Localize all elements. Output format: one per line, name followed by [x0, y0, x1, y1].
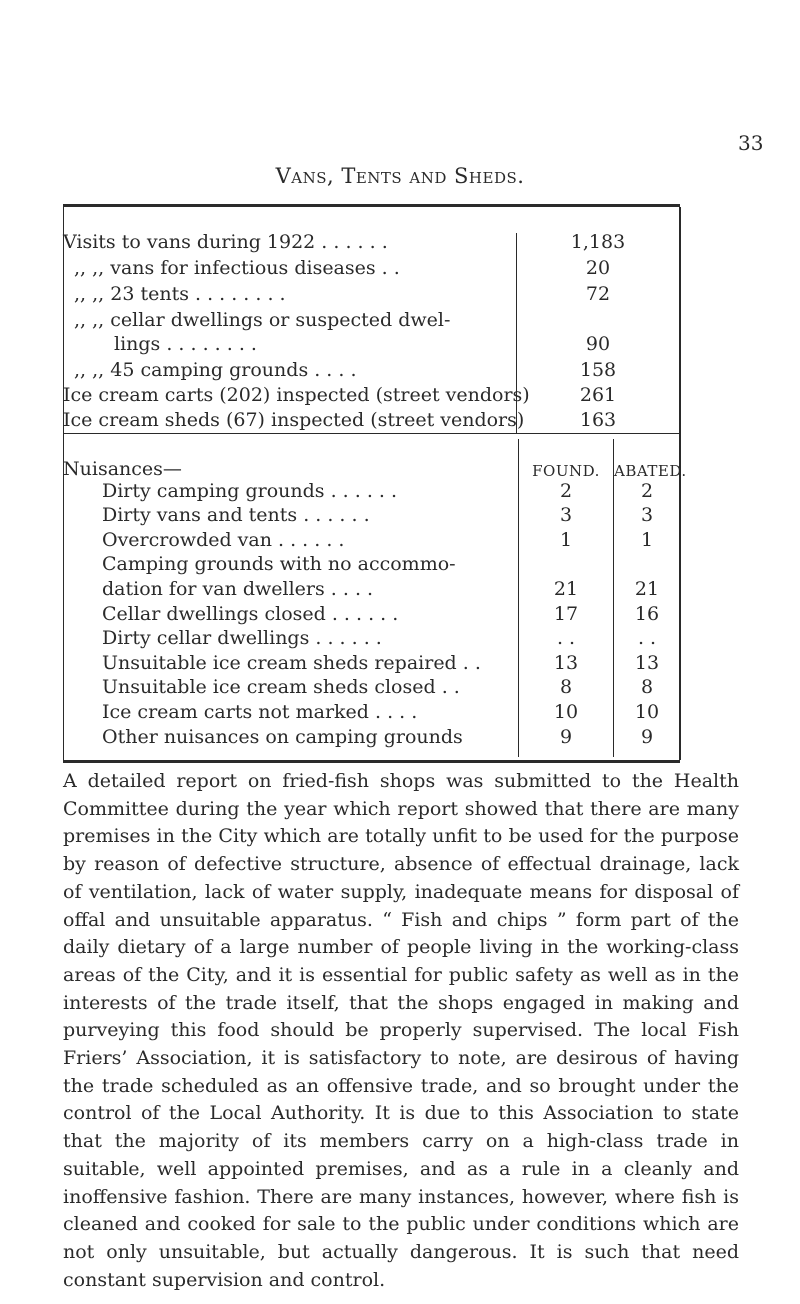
- visits-row-label: Ice cream carts (202) inspected (street vendors): [63, 384, 530, 406]
- nuisance-row-label: Camping grounds with no accommo-: [102, 553, 456, 575]
- nuisance-row-abated: 9: [640, 726, 654, 748]
- visits-row-value: 72: [585, 283, 611, 305]
- nuisances-heading: Nuisances—: [63, 458, 182, 480]
- nuisance-row-abated: 8: [640, 676, 654, 698]
- statistics-table: [63, 204, 687, 763]
- page-title: Vans, Tents and Sheds.: [275, 164, 525, 188]
- nuisance-row-abated: 21: [634, 578, 660, 600]
- visits-row-label: ,, ,, 23 tents . . . . . . . .: [74, 283, 286, 305]
- nuisance-row-abated: 2: [640, 480, 654, 502]
- nuisance-row-abated: 10: [634, 701, 660, 723]
- nuisance-row-label: Unsuitable ice cream sheds repaired . .: [102, 652, 481, 674]
- nuisance-row-label: Overcrowded van . . . . . .: [102, 529, 345, 551]
- nuisance-row-label: Dirty camping grounds . . . . . .: [102, 480, 398, 502]
- nuisance-row-found: 2: [559, 480, 573, 502]
- visits-row-label: lings . . . . . . . .: [114, 333, 257, 355]
- visits-row-label: Ice cream sheds (67) inspected (street vendors): [63, 409, 525, 431]
- nuisance-row-abated: 16: [634, 603, 660, 625]
- nuisance-row-found: . .: [556, 627, 576, 649]
- nuisance-row-label: dation for van dwellers . . . .: [102, 578, 374, 600]
- visits-row-value: 158: [579, 359, 617, 381]
- nuisance-row-label: Other nuisances on camping grounds: [102, 726, 463, 748]
- nuisance-row-abated: 1: [640, 529, 654, 551]
- nuisance-row-found: 1: [559, 529, 573, 551]
- nuisance-row-abated: . .: [637, 627, 657, 649]
- body-paragraph: A detailed report on fried-fish shops was submitted to the Health Committee during the year which report showed that there are many premises in the City which are totally unfit to be used for the purpose by reason of defective structure, absence of effectual drainage, lack of ventilation, lack of water supply, inadequate means for disposal of offal and unsuitable apparatus. “ Fish and chips ” form part of the daily dietary of a large number of people living in the working-class areas of the City, and it is essential for public safety as well as in the interests of the trade itself, that the shops engaged in making and purveying this food should be properly supervised. The local Fish Friers’ Association, it is satisfactory to note, are desirous of having the trade scheduled as an offensive trade, and so brought under the control of the Local Authority. It is due to this Association to state that the majority of its members carry on a high-class trade in suitable, well appointed premises, and as a rule in a cleanly and inoffensive fashion. There are many instances, however, where fish is cleaned and cooked for sale to the public under conditions which are not only unsuitable, but actually dangerous. It is such that need constant supervision and control.: [63, 770, 739, 1291]
- abated-header: ABATED.: [614, 462, 687, 480]
- visits-row-value: 1,183: [570, 231, 626, 253]
- found-header: FOUND.: [532, 462, 600, 480]
- nuisance-row-abated: 3: [640, 504, 654, 526]
- nuisance-row-found: 13: [553, 652, 579, 674]
- nuisance-row-found: 3: [559, 504, 573, 526]
- visits-row-value: 20: [585, 257, 611, 279]
- visits-row-label: Visits to vans during 1922 . . . . . .: [63, 231, 388, 253]
- visits-row-value: 90: [585, 333, 611, 355]
- nuisance-row-label: Dirty vans and tents . . . . . .: [102, 504, 370, 526]
- visits-row-label: ,, ,, cellar dwellings or suspected dwel-: [74, 309, 451, 331]
- nuisance-row-label: Cellar dwellings closed . . . . . .: [102, 603, 399, 625]
- nuisance-row-found: 10: [553, 701, 579, 723]
- visits-row-label: ,, ,, 45 camping grounds . . . .: [74, 359, 357, 381]
- page-number: 33: [738, 131, 764, 155]
- nuisance-row-label: Dirty cellar dwellings . . . . . .: [102, 627, 382, 649]
- nuisance-row-found: 21: [553, 578, 579, 600]
- nuisance-row-abated: 13: [634, 652, 660, 674]
- left-border: [63, 207, 64, 760]
- visits-row-value: 163: [579, 409, 617, 431]
- nuisance-row-found: 17: [553, 603, 579, 625]
- nuisance-row-found: 9: [559, 726, 573, 748]
- nuisance-row-label: Unsuitable ice cream sheds closed . .: [102, 676, 460, 698]
- section-divider: [63, 433, 680, 434]
- nuisance-row-label: Ice cream carts not marked . . . .: [102, 701, 418, 723]
- visits-row-value: 261: [579, 384, 617, 406]
- visits-row-label: ,, ,, vans for infectious diseases . .: [74, 257, 400, 279]
- nuisance-row-found: 8: [559, 676, 573, 698]
